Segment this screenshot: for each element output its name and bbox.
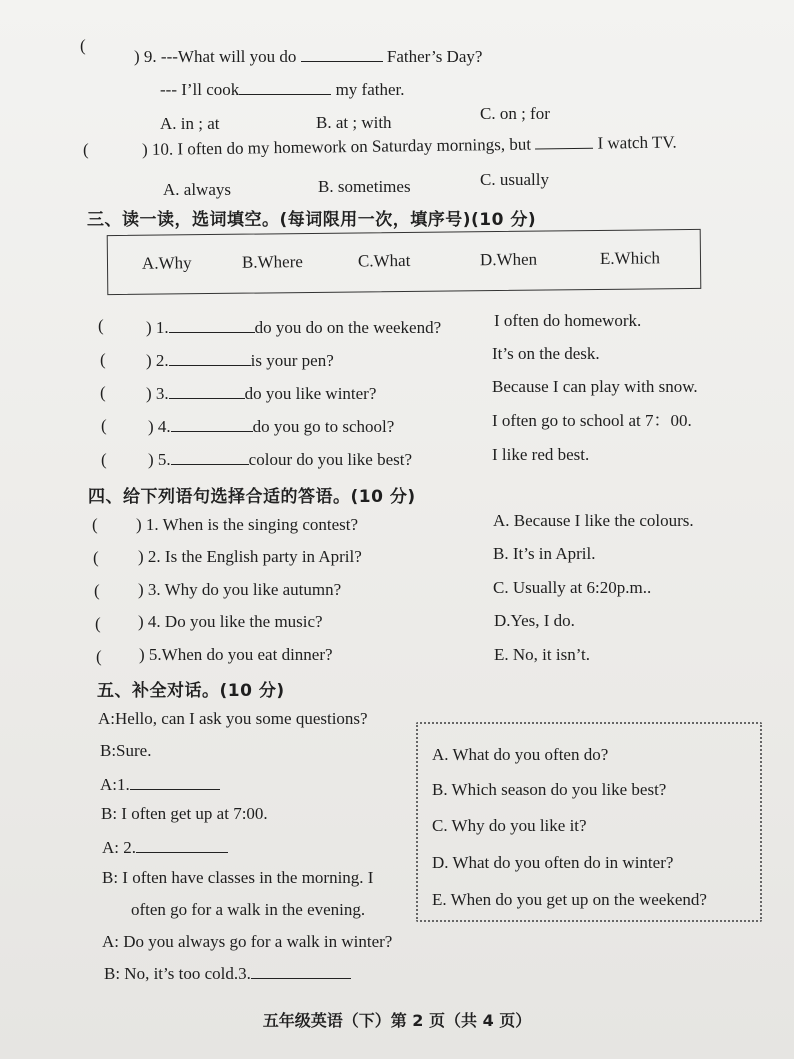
- item-text: do you like winter?: [244, 384, 377, 403]
- q9-option-b: B. at ; with: [316, 113, 392, 132]
- part5-option-e: E. When do you get up on the weekend?: [432, 890, 707, 909]
- item-text: colour do you like best?: [248, 450, 413, 469]
- q10-stem-start: ) 10. I often do my homework on Saturday mornings, but: [141, 134, 532, 159]
- word-bank-item: D.When: [479, 249, 538, 270]
- item-text: is your pen?: [250, 351, 334, 370]
- fill-blank[interactable]: [171, 464, 249, 465]
- dialogue-line-blank-1: [100, 775, 220, 795]
- item-number: ) 3.: [146, 384, 169, 403]
- item-number: ) 4.: [148, 417, 171, 436]
- dialogue-line: A: Do you always go for a walk in winter?: [102, 932, 393, 951]
- part4-question-1: ) 1. When is the singing contest?: [136, 515, 359, 534]
- q9-blank-1[interactable]: [301, 61, 383, 62]
- part5-option-a: A. What do you often do?: [432, 745, 609, 764]
- page-footer: 五年级英语（下）第 2 页（共 4 页）: [262, 1011, 532, 1030]
- word-bank-box: [107, 229, 702, 295]
- dialogue-line: often go for a walk in the evening.: [131, 900, 366, 919]
- part3-item-5: [148, 450, 412, 470]
- fill-blank[interactable]: [169, 365, 251, 366]
- part5-option-d: D. What do you often do in winter?: [432, 853, 674, 872]
- q10-stem: [142, 133, 677, 160]
- q9-option-c: C. on ; for: [480, 104, 550, 123]
- part3-item-2: [146, 351, 334, 371]
- part3-answer-3: Because I can play with snow.: [492, 377, 698, 396]
- fill-blank[interactable]: [136, 852, 228, 853]
- answer-paren-open: (: [98, 316, 104, 335]
- word-bank-item: A.Why: [141, 253, 192, 273]
- dialogue-label: B: No, it’s too cold.3.: [104, 964, 251, 983]
- dialogue-label: A:1.: [100, 775, 130, 794]
- part4-answer-e: E. No, it isn’t.: [494, 645, 591, 664]
- part3-item-4: [148, 417, 394, 437]
- part4-question-3: ) 3. Why do you like autumn?: [138, 580, 342, 599]
- q10-option-a: A. always: [163, 180, 231, 199]
- word-bank-item: B.Where: [241, 252, 303, 272]
- item-number: ) 2.: [146, 351, 169, 370]
- part4-question-4: ) 4. Do you like the music?: [138, 612, 323, 631]
- answer-paren-open: (: [100, 383, 106, 402]
- part4-heading: 四、给下列语句选择合适的答语。(10 分): [88, 487, 416, 507]
- part3-answer-5: I like red best.: [492, 445, 590, 464]
- dialogue-line-blank-2: [102, 838, 228, 858]
- q9-line2: [160, 80, 404, 100]
- part3-item-3: [146, 384, 376, 404]
- part4-question-5: ) 5.When do you eat dinner?: [139, 645, 333, 664]
- answer-paren-open: (: [92, 515, 98, 534]
- fill-blank[interactable]: [169, 332, 255, 333]
- item-text: do you go to school?: [252, 417, 395, 436]
- q10-option-b: B. sometimes: [318, 177, 411, 196]
- dialogue-label: A: 2.: [102, 838, 136, 857]
- answer-paren-open: (: [94, 581, 100, 600]
- answer-paren-open: (: [95, 614, 101, 633]
- item-number: ) 1.: [146, 318, 169, 337]
- q9-line2-start: --- I’ll cook: [160, 80, 240, 99]
- part4-answer-b: B. It’s in April.: [493, 544, 596, 563]
- part3-heading: 三、读一读，选词填空。(每词限用一次，填序号)(10 分): [87, 210, 537, 230]
- answer-paren-open: (: [100, 350, 106, 369]
- q9-blank-2[interactable]: [239, 94, 331, 95]
- part4-answer-d: D.Yes, I do.: [494, 611, 575, 630]
- part4-answer-a: A. Because I like the colours.: [493, 511, 694, 530]
- q9-stem-end: Father’s Day?: [386, 47, 483, 66]
- word-bank-item: E.Which: [599, 248, 661, 268]
- answer-paren-open: (: [101, 416, 107, 435]
- dialogue-line: B:Sure.: [100, 741, 152, 760]
- answer-paren-open: (: [83, 140, 89, 159]
- part3-answer-2: It’s on the desk.: [492, 344, 600, 363]
- answer-paren-open: (: [80, 36, 86, 55]
- part3-item-1: [146, 318, 441, 338]
- item-number: ) 5.: [148, 450, 171, 469]
- word-bank-item: C.What: [357, 250, 411, 271]
- q9-option-a: A. in ; at: [160, 114, 220, 133]
- q10-blank[interactable]: [535, 148, 593, 150]
- fill-blank[interactable]: [130, 789, 220, 790]
- fill-blank[interactable]: [251, 978, 351, 979]
- q10-option-c: C. usually: [480, 170, 549, 189]
- dialogue-line: A:Hello, can I ask you some questions?: [98, 709, 368, 728]
- part3-answer-4: I often go to school at 7：00.: [492, 411, 692, 430]
- item-text: do you do on the weekend?: [254, 318, 442, 337]
- q9-line2-end: my father.: [335, 80, 405, 99]
- part4-answer-c: C. Usually at 6:20p.m..: [493, 578, 652, 597]
- part4-question-2: ) 2. Is the English party in April?: [138, 547, 362, 566]
- part3-answer-1: I often do homework.: [494, 311, 642, 330]
- part5-option-b: B. Which season do you like best?: [432, 780, 667, 799]
- answer-paren-open: (: [93, 548, 99, 567]
- part5-option-c: C. Why do you like it?: [432, 816, 587, 835]
- part5-heading: 五、补全对话。(10 分): [97, 681, 285, 701]
- dialogue-line: B: I often have classes in the morning. I: [102, 868, 374, 887]
- fill-blank[interactable]: [171, 431, 253, 432]
- q9-stem: [134, 47, 482, 67]
- dialogue-line-blank-3: [104, 964, 351, 984]
- q9-stem-start: ) 9. ---What will you do: [134, 47, 297, 66]
- answer-paren-open: (: [101, 450, 107, 469]
- answer-paren-open: (: [96, 647, 102, 666]
- q10-stem-end: I watch TV.: [597, 132, 677, 153]
- fill-blank[interactable]: [169, 398, 245, 399]
- dialogue-line: B: I often get up at 7:00.: [101, 804, 268, 823]
